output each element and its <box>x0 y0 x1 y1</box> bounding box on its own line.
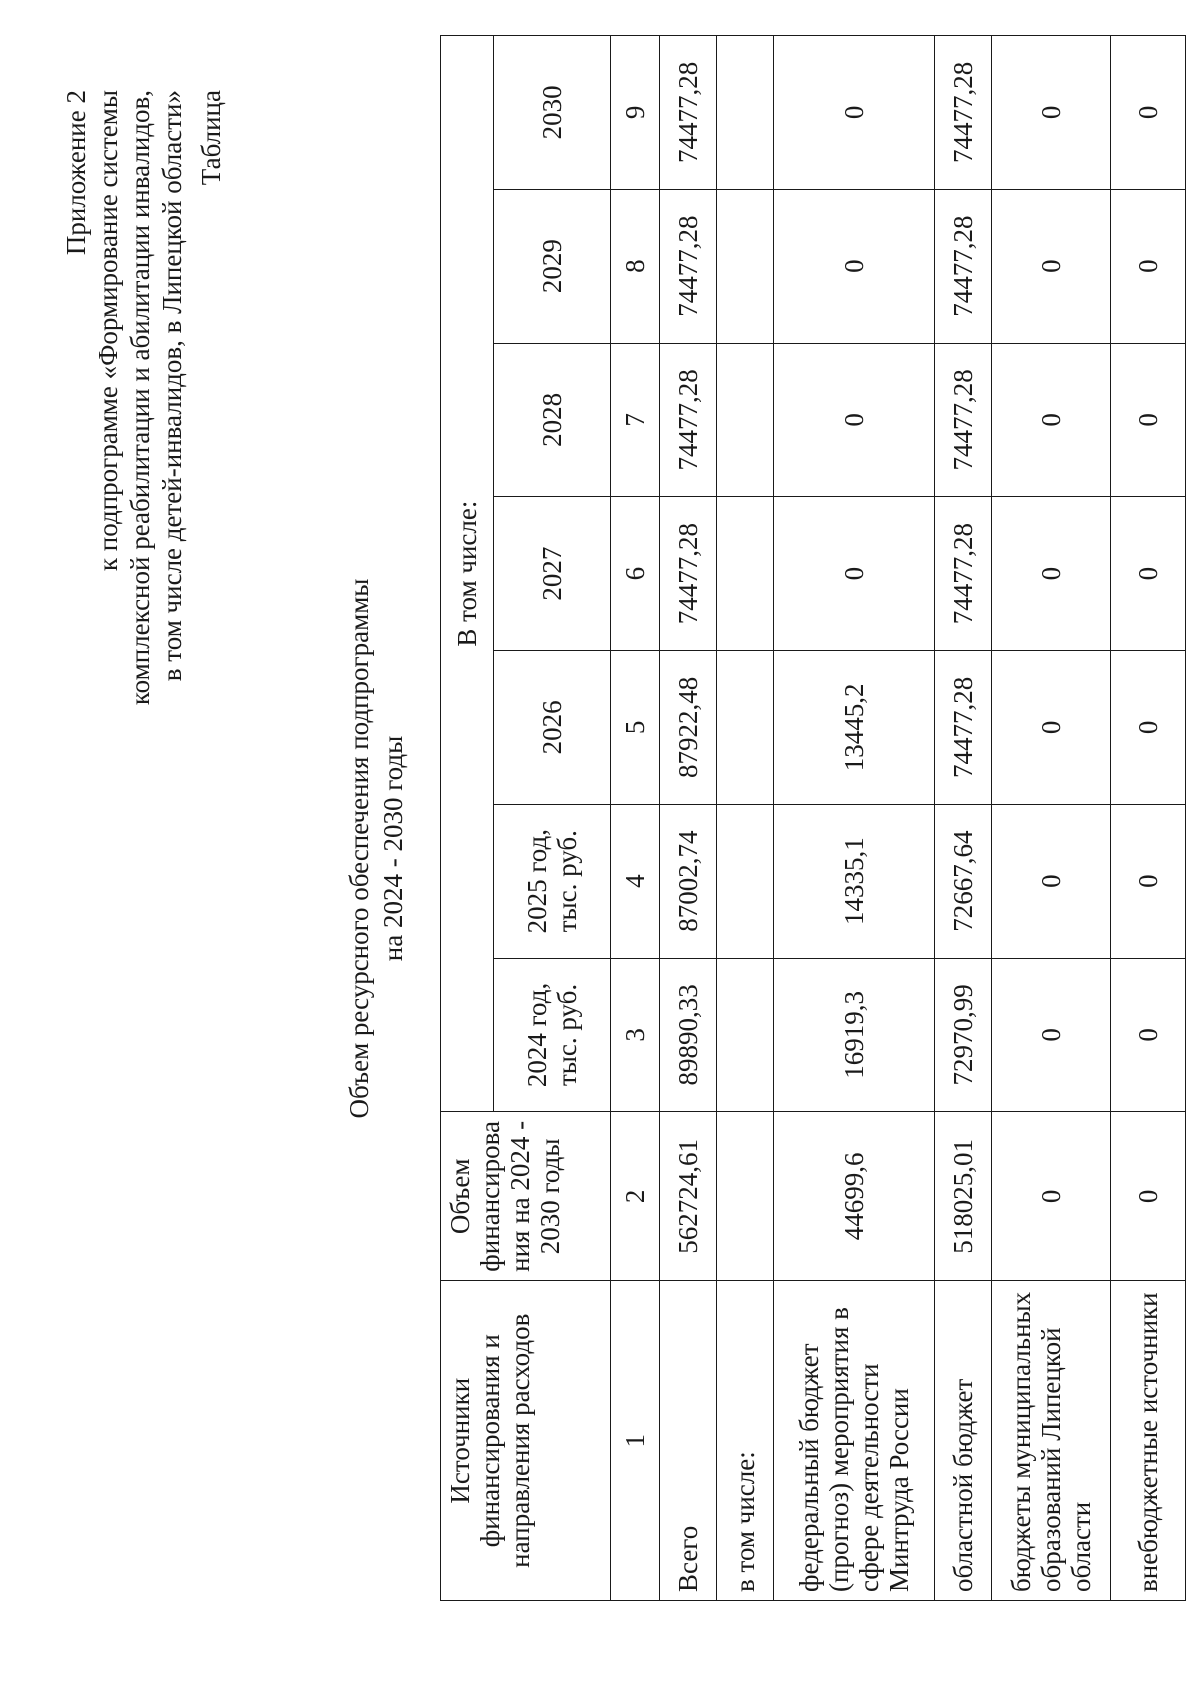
cell-value <box>717 651 774 805</box>
column-number: 2 <box>611 1112 660 1281</box>
appendix-line: комплексной реабилитации и абилитации инвалидов, <box>125 90 155 706</box>
cell-value <box>717 189 774 343</box>
cell-value: 74477,28 <box>660 497 717 651</box>
cell-value: 87002,74 <box>660 804 717 958</box>
cell-value <box>717 1112 774 1281</box>
cell-value: 0 <box>992 36 1111 190</box>
cell-value <box>717 958 774 1112</box>
column-number: 1 <box>611 1281 660 1601</box>
cell-value: 74477,28 <box>935 497 992 651</box>
cell-value: 0 <box>1111 497 1186 651</box>
appendix-line: к подпрограмме «Формирование системы <box>93 90 123 572</box>
column-number: 8 <box>611 189 660 343</box>
header-volume: Объем финансирова ния на 2024 - 2030 годы <box>441 1112 611 1281</box>
header-year-2026: 2026 <box>494 651 611 805</box>
header-including: В том числе: <box>441 36 494 1112</box>
table-row-including <box>717 36 774 1601</box>
cell-value <box>717 36 774 190</box>
cell-value: 74477,28 <box>660 36 717 190</box>
cell-value: 0 <box>1111 651 1186 805</box>
title-line-1: Объем ресурсного обеспечения подпрограммы <box>344 578 374 1119</box>
cell-value: 0 <box>774 497 935 651</box>
appendix-line: Приложение 2 <box>61 90 91 256</box>
row-label: областной бюджет <box>935 1281 992 1601</box>
cell-value: 74477,28 <box>935 36 992 190</box>
cell-value: 13445,2 <box>774 651 935 805</box>
row-label: бюджеты муниципальных образований Липецкой области <box>992 1281 1111 1601</box>
cell-value: 14335,1 <box>774 804 935 958</box>
cell-value: 0 <box>992 1112 1111 1281</box>
appendix-note <box>60 90 188 705</box>
cell-value: 0 <box>992 804 1111 958</box>
cell-value: 74477,28 <box>660 189 717 343</box>
cell-value: 44699,6 <box>774 1112 935 1281</box>
cell-value <box>717 497 774 651</box>
cell-value: 0 <box>774 343 935 497</box>
cell-value: 0 <box>992 651 1111 805</box>
column-number: 9 <box>611 36 660 190</box>
cell-value <box>717 804 774 958</box>
table-row-federal <box>774 36 935 1601</box>
column-numbers-row <box>611 36 660 1601</box>
cell-value: 74477,28 <box>660 343 717 497</box>
cell-value: 562724,61 <box>660 1112 717 1281</box>
header-year-2025: 2025 год, тыс. руб. <box>494 804 611 958</box>
table-row-municipal <box>992 36 1111 1601</box>
header-year-2024: 2024 год, тыс. руб. <box>494 958 611 1112</box>
cell-value: 0 <box>1111 189 1186 343</box>
cell-value: 0 <box>1111 804 1186 958</box>
cell-value: 0 <box>992 497 1111 651</box>
header-year-2027: 2027 <box>494 497 611 651</box>
cell-value: 0 <box>1111 1112 1186 1281</box>
header-source: Источники финансирования и направления расходов <box>441 1281 611 1601</box>
table-label: Таблица <box>196 90 226 186</box>
cell-value: 0 <box>992 958 1111 1112</box>
row-label: в том числе: <box>717 1281 774 1601</box>
cell-value: 74477,28 <box>935 343 992 497</box>
cell-value: 74477,28 <box>935 189 992 343</box>
cell-value: 518025,01 <box>935 1112 992 1281</box>
appendix-line: в том числе детей-инвалидов, в Липецкой области» <box>157 90 187 682</box>
cell-value: 0 <box>1111 958 1186 1112</box>
cell-value: 74477,28 <box>935 651 992 805</box>
cell-value: 16919,3 <box>774 958 935 1112</box>
column-number: 3 <box>611 958 660 1112</box>
cell-value: 0 <box>774 189 935 343</box>
row-label: внебюджетные источники <box>1111 1281 1186 1601</box>
cell-value: 0 <box>1111 36 1186 190</box>
header-year-2028: 2028 <box>494 343 611 497</box>
table-row-extrabudgetary <box>1111 36 1186 1601</box>
cell-value: 87922,48 <box>660 651 717 805</box>
table-row-regional <box>935 36 992 1601</box>
cell-value <box>717 343 774 497</box>
cell-value: 0 <box>774 36 935 190</box>
column-number: 6 <box>611 497 660 651</box>
cell-value: 0 <box>992 343 1111 497</box>
title-line-2: на 2024 - 2030 годы <box>378 735 408 962</box>
cell-value: 72667,64 <box>935 804 992 958</box>
cell-value: 0 <box>992 189 1111 343</box>
column-number: 5 <box>611 651 660 805</box>
column-number: 4 <box>611 804 660 958</box>
row-label: Всего <box>660 1281 717 1601</box>
column-number: 7 <box>611 343 660 497</box>
document-title <box>342 0 410 1697</box>
header-row-1 <box>441 36 494 1601</box>
row-label: федеральный бюджет (прогноз) мероприятия в сфере деятельности Минтруда России <box>774 1281 935 1601</box>
funding-table <box>440 35 1186 1601</box>
table-row-total <box>660 36 717 1601</box>
header-year-2029: 2029 <box>494 189 611 343</box>
header-year-2030: 2030 <box>494 36 611 190</box>
cell-value: 72970,99 <box>935 958 992 1112</box>
cell-value: 0 <box>1111 343 1186 497</box>
cell-value: 89890,33 <box>660 958 717 1112</box>
